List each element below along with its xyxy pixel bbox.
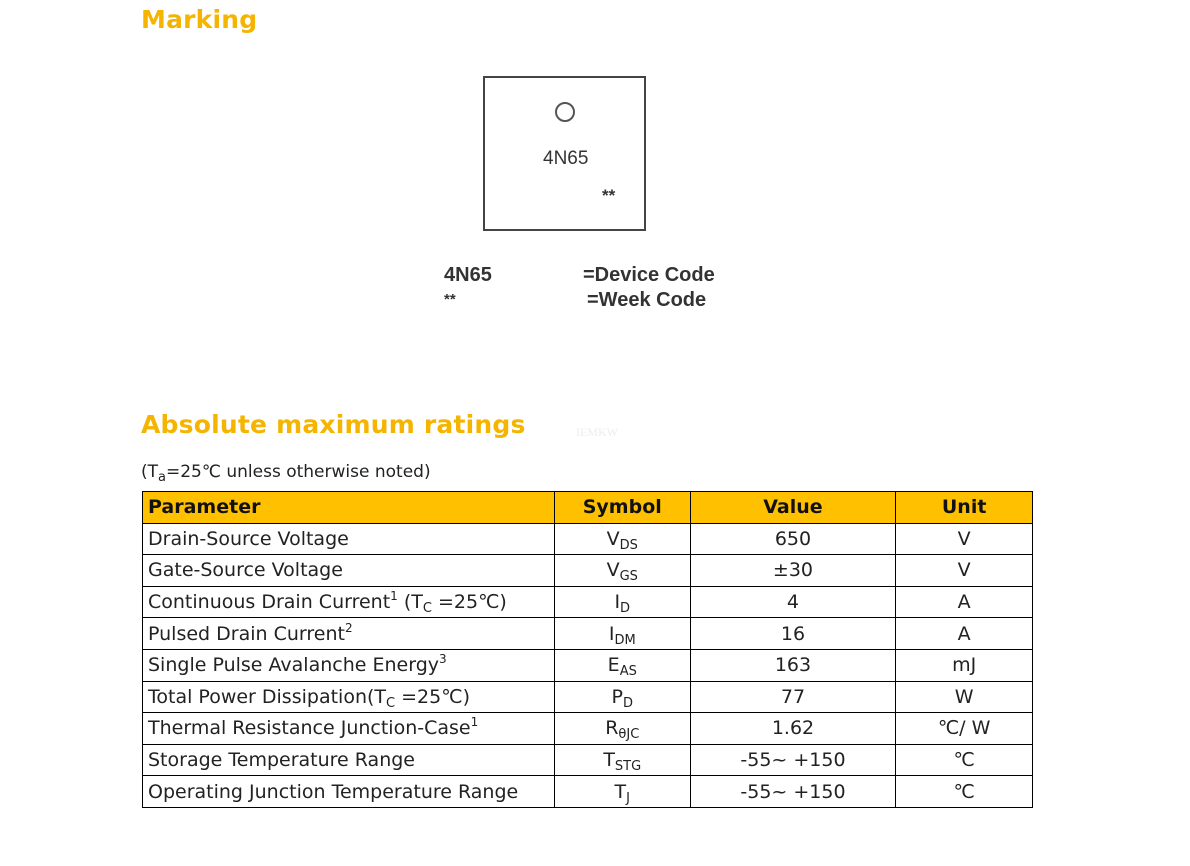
cell-symbol: $I_D$ [554,586,690,618]
cell-symbol: $T_J$ [554,776,690,808]
table-row [143,649,1033,681]
cell-value: 1.62 [690,713,896,745]
cell-value: -55~ +150 [690,776,896,808]
cell-unit: V [896,555,1033,587]
legend-device-code-key: 4N65 [444,264,492,286]
cell-parameter: Drain-Source Voltage [143,523,555,555]
cell-symbol: $R_{\theta JC}$ [554,713,690,745]
legend-device-code-value: =Device Code [583,264,715,286]
table-header-row [143,492,1033,524]
header-parameter: Parameter [143,492,555,524]
cell-symbol: $P_D$ [554,681,690,713]
table-row [143,523,1033,555]
table-row [143,681,1033,713]
cell-symbol: $E_{AS}$ [554,649,690,681]
cell-value: 650 [690,523,896,555]
table-row [143,586,1033,618]
cell-unit: mJ [896,649,1033,681]
marking-section-title: Marking [141,5,258,34]
cell-unit: ℃ [896,776,1033,808]
cell-parameter: Single Pulse Avalanche Energy$^3$ [143,649,555,681]
cell-unit: V [896,523,1033,555]
cell-value: 77 [690,681,896,713]
cell-symbol: $V_{GS}$ [554,555,690,587]
legend-week-code-value: =Week Code [587,289,707,311]
cell-parameter: Total Power $Dissipation(T_C$ =25℃) [143,681,555,713]
ratings-section-title: Absolute maximum ratings [141,410,526,439]
cell-parameter: Pulsed Drain Current$^2$ [143,618,555,650]
cell-unit: A [896,618,1033,650]
cell-unit: ℃/ W [896,713,1033,745]
cell-parameter: Storage Temperature Range [143,744,555,776]
header-value: Value [690,492,896,524]
ratings-condition-note: ($T_a=25℃$ unless otherwise noted) [141,462,431,485]
cell-value: 16 [690,618,896,650]
pin-one-marker-icon [555,102,575,122]
cell-parameter: Continuous Drain Current$^1$ ($T_C$ =25℃) [143,586,555,618]
chip-week-code: ** [602,186,616,205]
cell-value: ±30 [690,555,896,587]
table-row [143,776,1033,808]
table-row [143,713,1033,745]
cell-unit: A [896,586,1033,618]
chip-package-diagram [483,76,646,231]
absolute-maximum-ratings-table [142,491,1033,808]
cell-symbol: $V_{DS}$ [554,523,690,555]
table-row [143,555,1033,587]
cell-parameter: Operating Junction Temperature Range [143,776,555,808]
cell-unit: ℃ [896,744,1033,776]
cell-unit: W [896,681,1033,713]
cell-symbol: $T_{STG}$ [554,744,690,776]
chip-device-code: 4N65 [543,148,589,169]
cell-parameter: Gate-Source Voltage [143,555,555,587]
header-symbol: Symbol [554,492,690,524]
watermark: IEMKW [576,425,618,439]
cell-value: 4 [690,586,896,618]
table-row [143,618,1033,650]
header-unit: Unit [896,492,1033,524]
cell-value: -55~ +150 [690,744,896,776]
table-row [143,744,1033,776]
legend-week-code-key: ** [444,291,456,308]
cell-symbol: $I_{DM}$ [554,618,690,650]
cell-parameter: Thermal Resistance Junction-Case$^1$ [143,713,555,745]
cell-value: 163 [690,649,896,681]
